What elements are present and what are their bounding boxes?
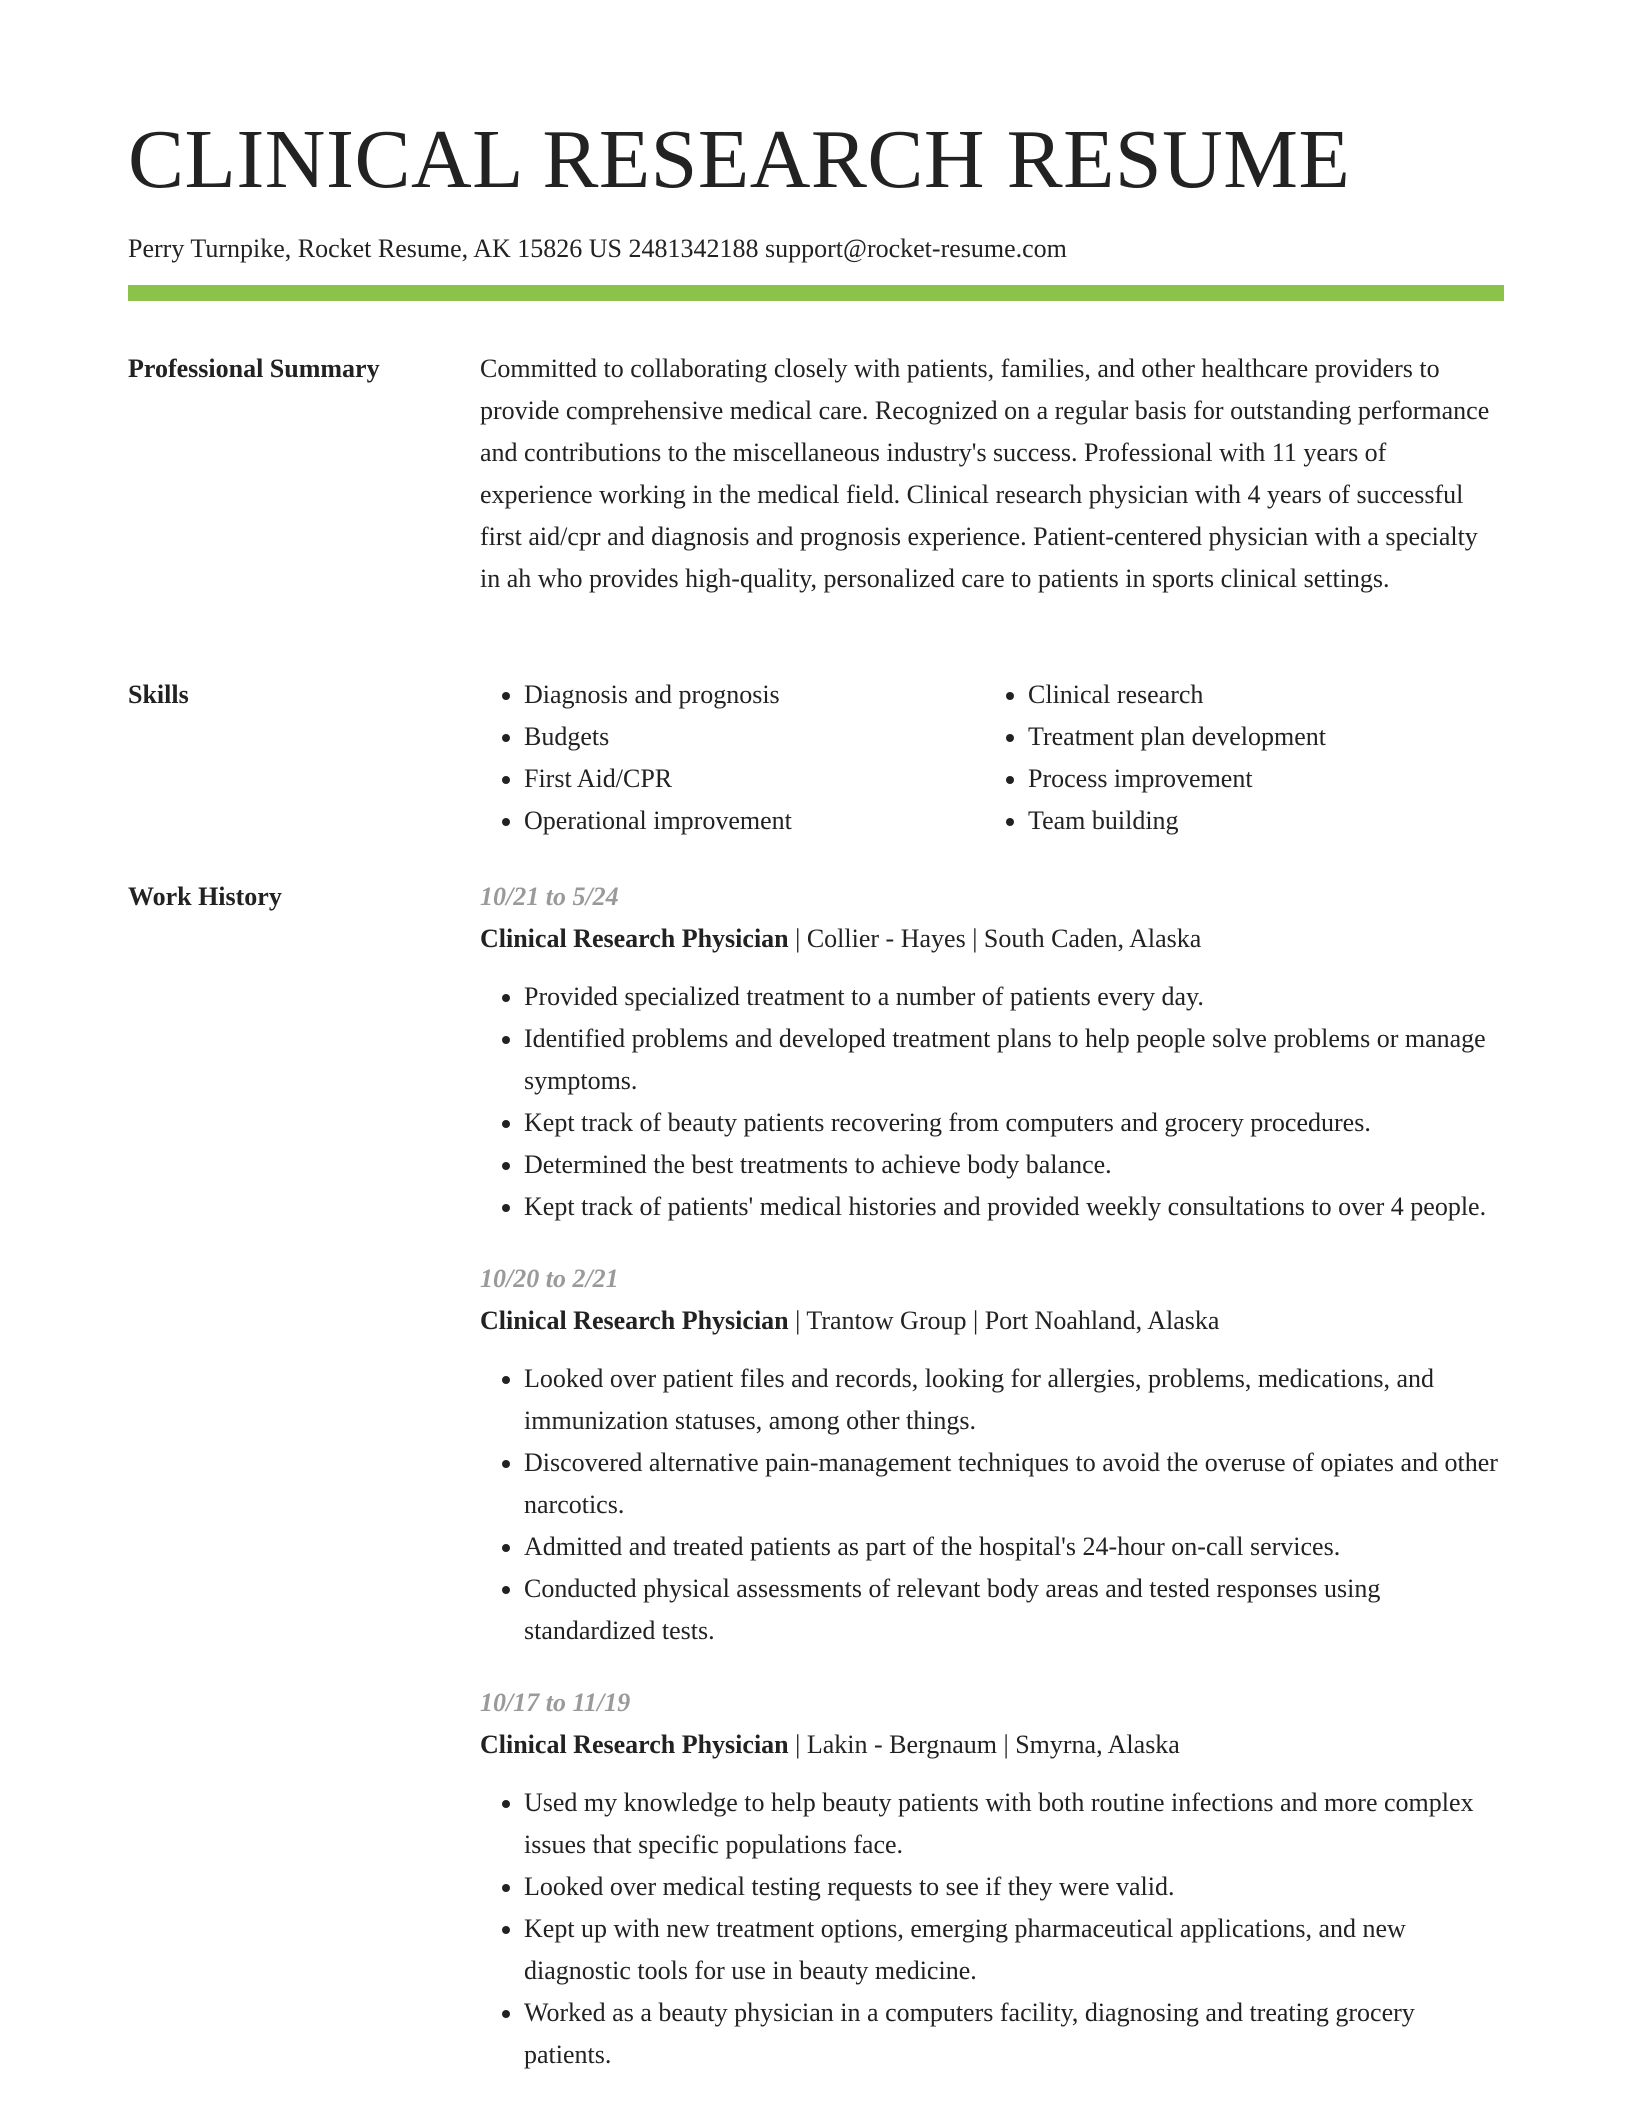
resume-title: CLINICAL RESEARCH RESUME bbox=[128, 113, 1351, 206]
skills-list-right bbox=[984, 674, 1488, 842]
skill-item: • Process improvement bbox=[1028, 758, 1488, 800]
job-bullet: • Kept up with new treatment options, emerging pharmaceutical applications, and new diagnostic tools for use in beauty medicine. bbox=[524, 1908, 1504, 1992]
job-location: Smyrna, Alaska bbox=[1015, 1730, 1180, 1759]
job-bullet: • Looked over medical testing requests to see if they were valid. bbox=[524, 1866, 1504, 1908]
job-title: Clinical Research Physician bbox=[480, 1306, 789, 1335]
job-bullet: • Provided specialized treatment to a number of patients every day. bbox=[524, 976, 1504, 1018]
job-separator: | bbox=[795, 924, 807, 953]
job-location: South Caden, Alaska bbox=[983, 924, 1202, 953]
skills-grid bbox=[480, 674, 1504, 842]
summary-text: Committed to collaborating closely with patients, families, and other healthcare providers to provide comprehensive medical care. Recognized on a regular basis for outstanding performance and contributions to the miscellaneous industry's success. Professional with 11 years of experience working in the medical field. Clinical research physician with 4 years of successful first aid/cpr and diagnosis and prognosis experience. Patient-centered physician with a specialty in ah who provides high-quality, personalized care to patients in sports clinical settings. bbox=[480, 354, 1490, 593]
job-separator: | bbox=[795, 1730, 807, 1759]
skill-item: • Diagnosis and prognosis bbox=[524, 674, 984, 716]
summary-label: Professional Summary bbox=[128, 354, 380, 383]
job-bullet: • Used my knowledge to help beauty patients with both routine infections and more complex issues that specific populations face. bbox=[524, 1782, 1504, 1866]
job-bullet: • Discovered alternative pain-management techniques to avoid the overuse of opiates and other narcotics. bbox=[524, 1442, 1504, 1526]
job-bullet: • Conducted physical assessments of relevant body areas and tested responses using standardized tests. bbox=[524, 1568, 1504, 1652]
summary-body bbox=[480, 348, 1504, 600]
job-heading bbox=[480, 1724, 1504, 1766]
job-company: Lakin - Bergnaum bbox=[806, 1730, 997, 1759]
job-separator: | bbox=[1003, 1730, 1016, 1759]
job-bullet: • Determined the best treatments to achieve body balance. bbox=[524, 1144, 1504, 1186]
job-company: Trantow Group bbox=[806, 1306, 967, 1335]
job-bullet: • Kept track of beauty patients recovering from computers and grocery procedures. bbox=[524, 1102, 1504, 1144]
contact-address: Perry Turnpike, Rocket Resume, AK 15826 US bbox=[128, 234, 622, 263]
skill-item: • Clinical research bbox=[1028, 674, 1488, 716]
job-dates: 10/21 to 5/24 bbox=[480, 882, 619, 911]
job-dates: 10/17 to 11/19 bbox=[480, 1688, 631, 1717]
skill-item: • Budgets bbox=[524, 716, 984, 758]
job-bullet: • Worked as a beauty physician in a computers facility, diagnosing and treating grocery patients. bbox=[524, 1992, 1504, 2076]
job-heading bbox=[480, 1300, 1504, 1342]
job-bullet: • Kept track of patients' medical histories and provided weekly consultations to over 4 people. bbox=[524, 1186, 1504, 1228]
header-accent-rule bbox=[128, 285, 1504, 301]
job-heading bbox=[480, 918, 1504, 960]
skills-body bbox=[480, 674, 1504, 842]
job-entry bbox=[480, 876, 1504, 1228]
contact-line bbox=[128, 232, 1067, 266]
job-separator: | bbox=[972, 924, 984, 953]
skill-item: • Team building bbox=[1028, 800, 1488, 842]
skills-list-left bbox=[480, 674, 984, 842]
job-entry bbox=[480, 1682, 1504, 2076]
job-dates: 10/20 to 2/21 bbox=[480, 1264, 619, 1293]
job-separator: | bbox=[795, 1306, 807, 1335]
contact-phone: 2481342188 bbox=[628, 234, 759, 263]
job-entry bbox=[480, 1258, 1504, 1652]
job-bullet: • Identified problems and developed treatment plans to help people solve problems or manage symptoms. bbox=[524, 1018, 1504, 1102]
job-company: Collier - Hayes bbox=[806, 924, 966, 953]
job-bullet: • Admitted and treated patients as part of the hospital's 24-hour on-call services. bbox=[524, 1526, 1504, 1568]
job-bullets bbox=[480, 1358, 1504, 1652]
job-bullets bbox=[480, 976, 1504, 1228]
job-title: Clinical Research Physician bbox=[480, 1730, 789, 1759]
skill-item: • Operational improvement bbox=[524, 800, 984, 842]
skill-item: • First Aid/CPR bbox=[524, 758, 984, 800]
job-bullet: • Looked over patient files and records, looking for allergies, problems, medications, and immunization statuses, among other things. bbox=[524, 1358, 1504, 1442]
job-separator: | bbox=[972, 1306, 985, 1335]
skills-label: Skills bbox=[128, 680, 189, 709]
job-bullets bbox=[480, 1782, 1504, 2076]
skill-item: • Treatment plan development bbox=[1028, 716, 1488, 758]
job-location: Port Noahland, Alaska bbox=[984, 1306, 1220, 1335]
work-history-body bbox=[480, 876, 1504, 2106]
work-history-label: Work History bbox=[128, 882, 282, 911]
job-title: Clinical Research Physician bbox=[480, 924, 789, 953]
contact-email[interactable]: support@rocket-resume.com bbox=[765, 234, 1067, 263]
